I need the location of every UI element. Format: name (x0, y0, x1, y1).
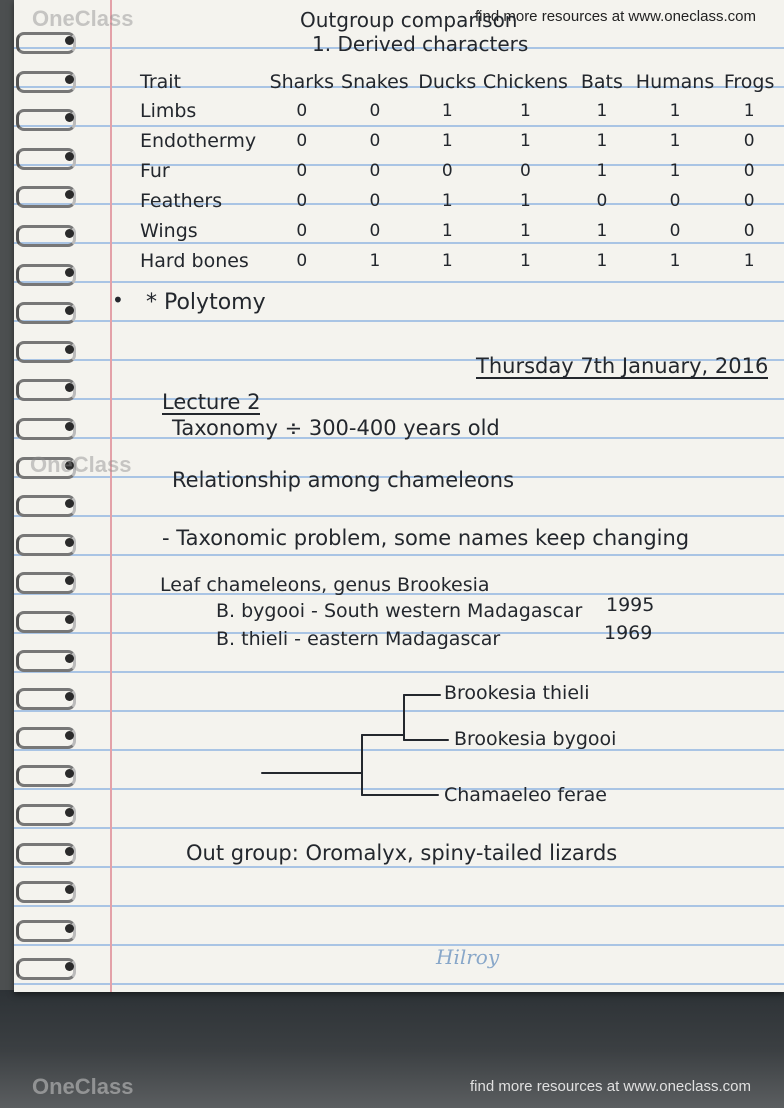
trait-value: 1 (669, 131, 681, 151)
header-subtitle: 1. Derived characters (312, 32, 529, 56)
trait-value: 0 (296, 191, 308, 211)
resource-link-bottom[interactable]: find more resources at www.oneclass.com (470, 1078, 751, 1095)
lecture-date: Thursday 7th January, 2016 (476, 354, 769, 378)
trait-value: 0 (296, 101, 308, 121)
species-name: B. bygooi - South western Madagascar (216, 600, 583, 622)
tree-label-bygooi: Brookesia bygooi (454, 728, 617, 750)
trait-value: 0 (369, 161, 381, 181)
header-title: Outgroup comparison (300, 8, 518, 32)
trait-value: 1 (669, 251, 681, 271)
trait-value: 0 (441, 161, 453, 181)
column-snakes: Snakes (341, 71, 409, 93)
trait-value: 1 (519, 191, 531, 211)
trait-value: 0 (296, 161, 308, 181)
trait-value: 0 (369, 221, 381, 241)
column-chickens: Chickens (482, 71, 568, 93)
trait-value: 1 (743, 101, 755, 121)
trait-value: 0 (369, 101, 381, 121)
outgroup-note: Out group: Oromalyx, spiny-tailed lizards (186, 841, 618, 865)
trait-value: 1 (441, 221, 453, 241)
trait-value: 0 (743, 221, 755, 241)
notebook-brand: Hilroy (436, 945, 500, 969)
trait-value: 1 (369, 251, 381, 271)
trait-value: 0 (743, 161, 755, 181)
trait-value: 0 (369, 131, 381, 151)
column-ducks: Ducks (418, 71, 477, 93)
taxonomy-note: Taxonomy ÷ 300-400 years old (172, 416, 500, 440)
trait-value: 1 (596, 221, 608, 241)
trait-value: 1 (669, 161, 681, 181)
trait-value: 0 (296, 251, 308, 271)
trait-value: 1 (519, 131, 531, 151)
trait-value: 0 (743, 191, 755, 211)
trait-name: Feathers (140, 190, 223, 212)
resource-link-top[interactable]: find more resources at www.oneclass.com (475, 8, 756, 25)
trait-value: 1 (441, 101, 453, 121)
taxonomic-problem-note: - Taxonomic problem, some names keep changing (162, 526, 690, 550)
bullet-marker: • (112, 288, 124, 312)
trait-value: 0 (596, 191, 608, 211)
trait-value: 1 (441, 131, 453, 151)
leaf-chameleons-heading: Leaf chameleons, genus Brookesia (160, 574, 490, 596)
trait-value: 1 (519, 101, 531, 121)
trait-value: 1 (441, 191, 453, 211)
tree-label-chamaeleo: Chamaeleo ferae (444, 784, 607, 806)
species-year: 1969 (604, 622, 653, 644)
trait-value: 0 (669, 191, 681, 211)
trait-value: 0 (743, 131, 755, 151)
species-year: 1995 (606, 594, 655, 616)
trait-value: 1 (441, 251, 453, 271)
trait-name: Wings (140, 220, 198, 242)
trait-value: 0 (296, 221, 308, 241)
lecture-heading: Lecture 2 (162, 390, 261, 414)
column-frogs: Frogs (723, 71, 775, 93)
trait-column-header: Trait (140, 71, 181, 93)
oneclass-logo-bottom: OneClass (32, 1074, 134, 1099)
column-humans: Humans (635, 71, 715, 93)
trait-value: 1 (669, 101, 681, 121)
trait-value: 0 (296, 131, 308, 151)
trait-value: 1 (519, 251, 531, 271)
trait-value: 1 (596, 251, 608, 271)
tree-label-thieli: Brookesia thieli (444, 682, 590, 704)
trait-value: 0 (369, 191, 381, 211)
trait-name: Hard bones (140, 250, 249, 272)
trait-value: 1 (596, 161, 608, 181)
relationship-note: Relationship among chameleons (172, 468, 515, 492)
trait-name: Endothermy (140, 130, 257, 152)
trait-value: 1 (596, 131, 608, 151)
oneclass-logo-top: OneClass (32, 6, 134, 31)
trait-name: Limbs (140, 100, 197, 122)
column-bats: Bats (580, 71, 623, 93)
trait-value: 1 (743, 251, 755, 271)
column-sharks: Sharks (269, 71, 335, 93)
trait-value: 1 (596, 101, 608, 121)
trait-value: 1 (519, 221, 531, 241)
oneclass-logo-side: OneClass (30, 452, 132, 477)
trait-value: 0 (519, 161, 531, 181)
trait-value: 0 (669, 221, 681, 241)
polytomy-note: * Polytomy (146, 290, 266, 315)
species-name: B. thieli - eastern Madagascar (216, 628, 501, 650)
trait-name: Fur (140, 160, 170, 182)
